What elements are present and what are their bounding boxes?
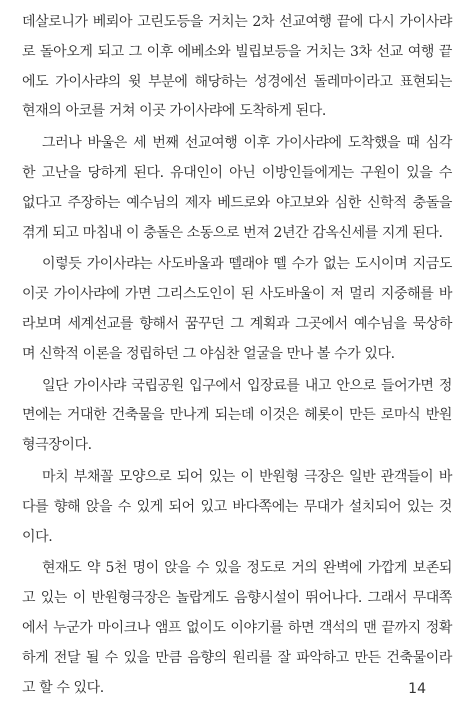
text-line: 이다. xyxy=(22,528,53,545)
paragraph xyxy=(22,250,452,369)
page-number: 14 xyxy=(408,681,426,697)
text-line: 겪게 되고 마침내 이 충돌은 소동으로 번져 2년간 감옥신세를 지게 된다. xyxy=(22,224,443,241)
text-line: 에서 누군가 마이크나 앰프 없이도 이야기를 하면 객석의 맨 끝까지 정확 xyxy=(22,619,452,636)
paragraph xyxy=(22,554,452,703)
text-line: 하게 전달 될 수 있을 만큼 음향의 원리를 잘 파악하고 만든 건축물이라 xyxy=(22,649,452,666)
text-line: 고 할 수 있다. xyxy=(22,679,104,696)
text-line: 데살로니가 베뢰아 고린도등을 거치는 2차 선교여행 끝에 다시 가이사랴 xyxy=(22,14,452,30)
text-line: 형극장이다. xyxy=(22,437,92,454)
paragraph xyxy=(22,463,452,552)
text-line: 현재의 아코를 거쳐 이곳 가이사랴에 도착하게 된다. xyxy=(22,103,326,120)
text-line: 한 고난을 당하게 된다. 유대인이 아닌 이방인들에게는 구원이 있을 수 xyxy=(22,164,452,181)
text-line: 이렇듯 가이사랴는 사도바울과 뗄래야 뗄 수가 없는 도시이며 지금도 xyxy=(42,256,452,273)
text-line: 라보며 세계선교를 향해서 꿈꾸던 그 계획과 그곳에서 예수님을 묵상하 xyxy=(22,315,452,332)
text-line: 현재도 약 5천 명이 앉을 수 있을 정도로 거의 완벽에 가깝게 보존되 xyxy=(42,560,452,577)
text-line: 로 돌아오게 되고 그 이후 에베소와 빌립보등을 거치는 3차 선교 여행 끝 xyxy=(22,43,452,60)
paragraph xyxy=(22,8,452,127)
text-line: 없다고 주장하는 예수님의 제자 베드로와 야고보와 심한 신학적 충돌을 xyxy=(22,194,452,211)
text-line: 그러나 바울은 세 번째 선교여행 이후 가이사랴에 도착했을 때 심각 xyxy=(42,135,452,152)
body-text xyxy=(22,8,452,703)
text-line: 마치 부채꼴 모양으로 되어 있는 이 반원형 극장은 일반 관객들이 바 xyxy=(42,468,452,485)
text-line: 면에는 거대한 건축물을 만나게 되는데 이것은 헤롯이 만든 로마식 반원 xyxy=(22,407,452,424)
paragraph xyxy=(22,372,452,461)
text-line: 다를 향해 앉을 수 있게 되어 있고 바다쪽에는 무대가 설치되어 있는 것 xyxy=(22,498,452,515)
text-line: 고 있는 이 반원형극장은 놀랍게도 음향시설이 뛰어나다. 그래서 무대쪽 xyxy=(22,590,452,607)
paragraph xyxy=(22,129,452,248)
text-line: 며 신학적 이론을 정립하던 그 야심찬 얼굴을 만나 볼 수가 있다. xyxy=(22,345,395,362)
document-page xyxy=(22,8,452,708)
text-line: 일단 가이사랴 국립공원 입구에서 입장료를 내고 안으로 들어가면 정 xyxy=(42,377,452,394)
text-line: 이곳 가이사랴에 가면 그리스도인이 된 사도바울이 저 멀리 지중해를 바 xyxy=(22,286,452,303)
text-line: 에도 가이사랴의 윗 부분에 해당하는 성경에선 돌레마이라고 표현되는 xyxy=(22,73,452,90)
